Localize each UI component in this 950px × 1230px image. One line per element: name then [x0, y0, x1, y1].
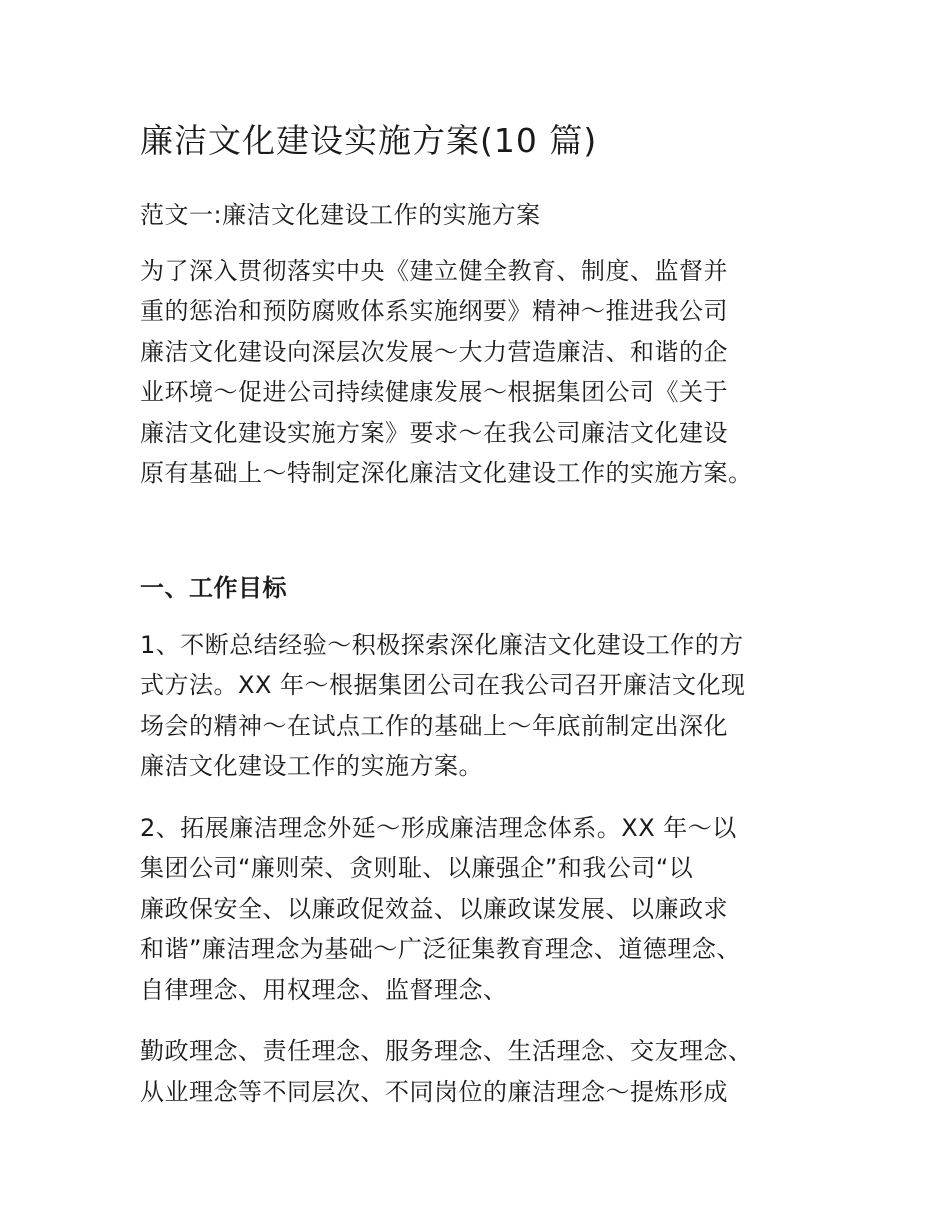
document-page — [140, 120, 820, 1112]
document-subtitle: 范文一:廉洁文化建设工作的实施方案 — [140, 200, 541, 229]
goal-item-2 — [140, 808, 820, 1011]
text-line: 式方法。XX 年～根据集团公司在我公司召开廉洁文化现 — [140, 671, 746, 700]
text-line: 廉政保安全、以廉政促效益、以廉政谋发展、以廉政求 — [140, 894, 728, 923]
text-line: 为了深入贯彻落实中央《建立健全教育、制度、监督并 — [140, 256, 728, 285]
text-line: 从业理念等不同层次、不同岗位的廉洁理念～提炼形成 — [140, 1077, 728, 1106]
text-line: 廉洁文化建设向深层次发展～大力营造廉洁、和谐的企 — [140, 337, 728, 366]
text-line: 勤政理念、责任理念、服务理念、生活理念、交友理念、 — [140, 1037, 753, 1066]
text-line: 业环境～促进公司持续健康发展～根据集团公司《关于 — [140, 378, 728, 407]
text-line: 2、拓展廉洁理念外延～形成廉洁理念体系。XX 年～以 — [140, 813, 737, 842]
text-line: 集团公司“廉则荣、贪则耻、以廉强企”和我公司“以 — [140, 854, 694, 883]
goal-item-1 — [140, 625, 820, 787]
text-line: 廉洁文化建设实施方案》要求～在我公司廉洁文化建设 — [140, 418, 728, 447]
text-line: 1、不断总结经验～积极探索深化廉洁文化建设工作的方 — [140, 630, 744, 659]
intro-paragraph — [140, 251, 820, 494]
text-line: 和谐”廉洁理念为基础～广泛征集教育理念、道德理念、 — [140, 935, 741, 964]
text-line: 场会的精神～在试点工作的基础上～年底前制定出深化 — [140, 711, 728, 740]
text-line: 原有基础上～特制定深化廉洁文化建设工作的实施方案。 — [140, 459, 753, 488]
document-title: 廉洁文化建设实施方案(10 篇) — [140, 121, 598, 160]
text-line: 廉洁文化建设工作的实施方案。 — [140, 752, 483, 781]
section-heading: 一、工作目标 — [140, 573, 287, 602]
text-line: 重的惩治和预防腐败体系实施纲要》精神～推进我公司 — [140, 297, 728, 326]
text-line: 自律理念、用权理念、监督理念、 — [140, 975, 508, 1004]
continuation-paragraph — [140, 1031, 820, 1112]
